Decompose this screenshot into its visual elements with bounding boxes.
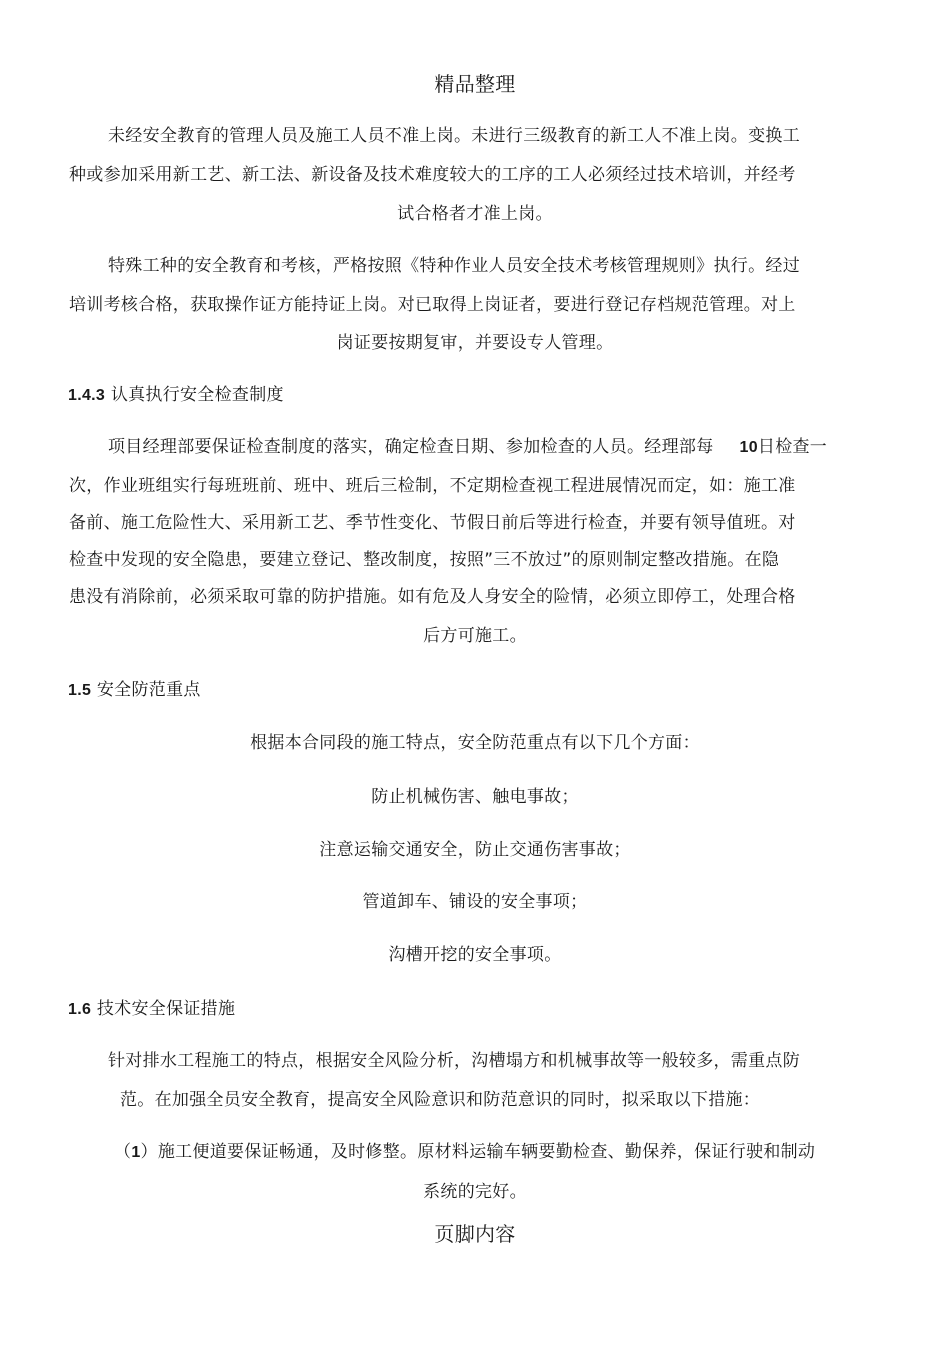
page-header-title: 精品整理 (434, 72, 516, 96)
paragraph-5-line-2: 范。在加强全员安全教育，提高安全风险意识和防范意识的同时，拟采取以下措施： (120, 1090, 761, 1110)
paragraph-3-line-1-text: 项目经理部要保证检查制度的落实，确定检查日期、参加检查的人员。经理部每 (108, 437, 714, 457)
measure-open-paren: （ (114, 1142, 132, 1162)
paragraph-2-line-3: 岗证要按期复审，并要设专人管理。 (336, 333, 614, 353)
key-point-item: 沟槽开挖的安全事项。 (388, 945, 562, 965)
section-title: 认真执行安全检查制度 (110, 385, 284, 405)
paragraph-3-line-2: 次，作业班组实行每班班前、班中、班后三检制，不定期检查视工程进展情况而定，如：施工准 (69, 476, 796, 496)
paragraph-2-line-2: 培训考核合格，获取操作证方能持证上岗。对已取得上岗证者，要进行登记存档规范管理。对上 (69, 295, 796, 315)
measure-number: 1 (131, 1144, 141, 1161)
section-heading-1-6 (68, 998, 235, 1021)
measure-item-1-line-2: 系统的完好。 (423, 1182, 527, 1202)
section-title: 安全防范重点 (96, 680, 201, 700)
key-point-item: 管道卸车、铺设的安全事项； (362, 892, 588, 912)
measure-item-1-line-1 (114, 1141, 815, 1164)
paragraph-1-line-1: 未经安全教育的管理人员及施工人员不准上岗。未进行三级教育的新工人不准上岗。变换工 (108, 126, 800, 146)
key-point-item: 防止机械伤害、触电事故； (371, 787, 579, 807)
paragraph-1-line-3: 试合格者才准上岗。 (397, 204, 553, 224)
paragraph-3-line-3: 备前、施工危险性大、采用新工艺、季节性变化、节假日前后等进行检查，并要有领导值班。对 (69, 513, 796, 533)
inspection-interval-number: 10 (739, 439, 758, 456)
paragraph-3-line-1 (108, 436, 827, 459)
section-title: 技术安全保证措施 (96, 999, 236, 1019)
section-number: 1.4.3 (68, 387, 106, 404)
section-number: 1.6 (68, 1001, 92, 1018)
section-heading-1-4-3 (68, 384, 284, 407)
paragraph-4: 根据本合同段的施工特点，安全防范重点有以下几个方面： (250, 733, 700, 753)
section-number: 1.5 (68, 682, 92, 699)
paragraph-5-line-1: 针对排水工程施工的特点，根据安全风险分析，沟槽塌方和机械事故等一般较多，需重点防 (108, 1051, 800, 1071)
page-footer: 页脚内容 (434, 1222, 516, 1246)
paragraph-3-line-4: 检查中发现的安全隐患，要建立登记、整改制度，按照”三不放过”的原则制定整改措施。在隐 (69, 550, 780, 570)
measure-item-1-text: ）施工便道要保证畅通，及时修整。原材料运输车辆要勤检查、勤保养，保证行驶和制动 (140, 1142, 816, 1162)
paragraph-3-line-6: 后方可施工。 (423, 626, 527, 646)
section-heading-1-5 (68, 679, 201, 702)
key-point-item: 注意运输交通安全，防止交通伤害事故； (319, 840, 631, 860)
paragraph-3-line-1-tail: 日检查一 (757, 437, 828, 457)
paragraph-2-line-1: 特殊工种的安全教育和考核，严格按照《特种作业人员安全技术考核管理规则》执行。经过 (108, 256, 800, 276)
paragraph-3-line-5: 患没有消除前，必须采取可靠的防护措施。如有危及人身安全的险情，必须立即停工，处理合格 (69, 587, 796, 607)
paragraph-1-line-2: 种或参加采用新工艺、新工法、新设备及技术难度较大的工序的工人必须经过技术培训，并经考 (69, 165, 796, 185)
